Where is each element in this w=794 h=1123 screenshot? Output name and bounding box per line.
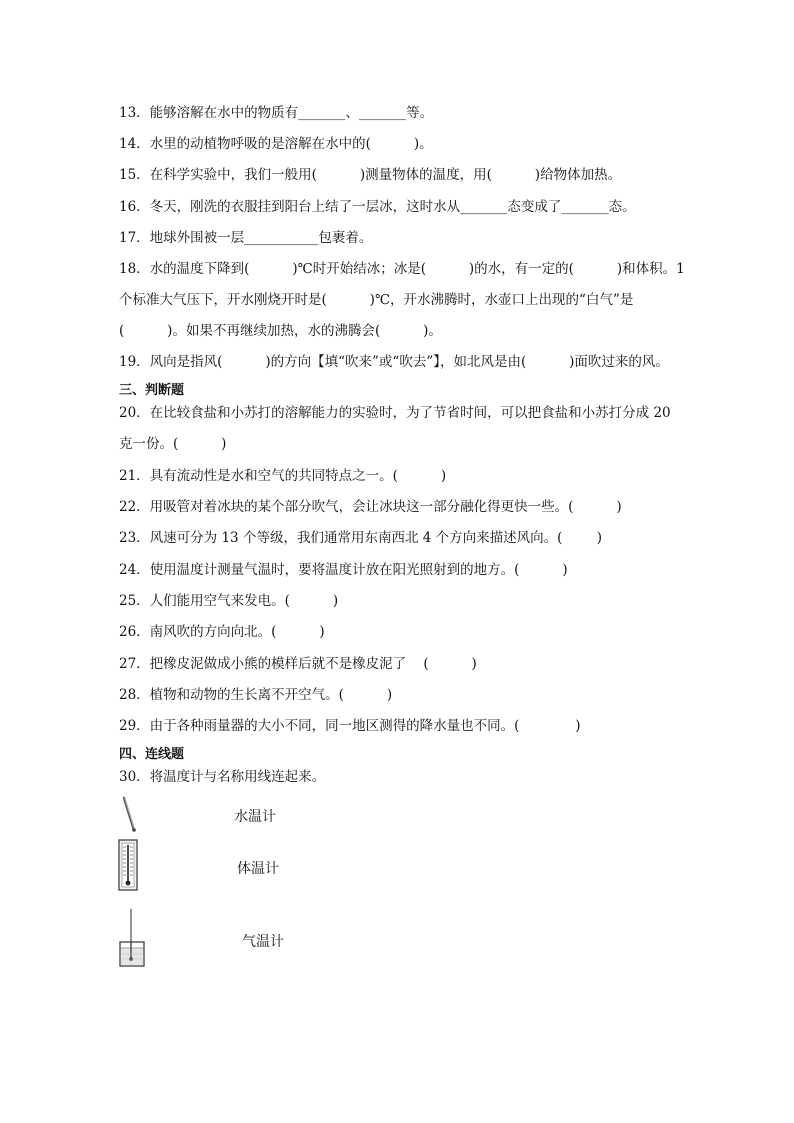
section-match-heading: 四、连线题 [119, 747, 185, 762]
wall-thermometer-icon [117, 839, 139, 891]
question-22: 22．用吸管对着冰块的某个部分吹气，会让冰块这一部分融化得更快一些。( ) [119, 499, 622, 515]
question-30: 30．将温度计与名称用线连起来。 [119, 769, 326, 785]
label-water-thermometer: 水温计 [234, 809, 276, 825]
question-18-line-1: 18．水的温度下降到( )℃时开始结冰；冰是( )的水，有一定的( )和体积。1 [119, 261, 685, 277]
question-23: 23．风速可分为 13 个等级，我们通常用东南西北 4 个方向来描述风向。( ) [119, 530, 602, 546]
question-25: 25．人们能用空气来发电。( ) [119, 593, 339, 609]
clinical-thermometer-icon [120, 796, 140, 834]
beaker-thermometer-icon [117, 908, 147, 968]
label-body-thermometer: 体温计 [237, 861, 279, 877]
label-air-thermometer: 气温计 [242, 934, 284, 950]
question-18-line-3: ( )。如果不再继续加热，水的沸腾会( )。 [119, 323, 442, 339]
question-26: 26．南风吹的方向向北。( ) [119, 624, 325, 640]
question-29: 29．由于各种雨量器的大小不同，同一地区测得的降水量也不同。( ) [119, 718, 581, 734]
question-14: 14．水里的动植物呼吸的是溶解在水中的( )。 [119, 136, 433, 152]
question-19: 19．风向是指风( )的方向【填“吹来”或“吹去”】，如北风是由( )面吹过来的风。 [119, 354, 669, 370]
section-judge-heading: 三、判断题 [119, 383, 185, 398]
question-27: 27．把橡皮泥做成小熊的模样后就不是橡皮泥了 ( ) [119, 656, 477, 672]
question-20-line-2: 克一份。( ) [119, 436, 227, 452]
question-16: 16．冬天，刚洗的衣服挂到阳台上结了一层冰，这时水从_______态变成了_______态。 [119, 199, 636, 215]
question-20-line-1: 20．在比较食盐和小苏打的溶解能力的实验时，为了节省时间，可以把食盐和小苏打分成 20 [119, 405, 671, 421]
question-15: 15．在科学实验中，我们一般用( )测量物体的温度，用( )给物体加热。 [119, 167, 622, 183]
question-13: 13．能够溶解在水中的物质有_______、_______等。 [119, 105, 434, 121]
question-17: 17．地球外围被一层___________包裹着。 [119, 230, 373, 246]
question-18-line-2: 个标准大气压下，开水刚烧开时是( )℃，开水沸腾时，水壶口上出现的“白气”是 [119, 292, 634, 308]
question-21: 21．具有流动性是水和空气的共同特点之一。( ) [119, 468, 447, 484]
question-28: 28．植物和动物的生长离不开空气。( ) [119, 687, 393, 703]
question-24: 24．使用温度计测量气温时，要将温度计放在阳光照射到的地方。( ) [119, 562, 568, 578]
